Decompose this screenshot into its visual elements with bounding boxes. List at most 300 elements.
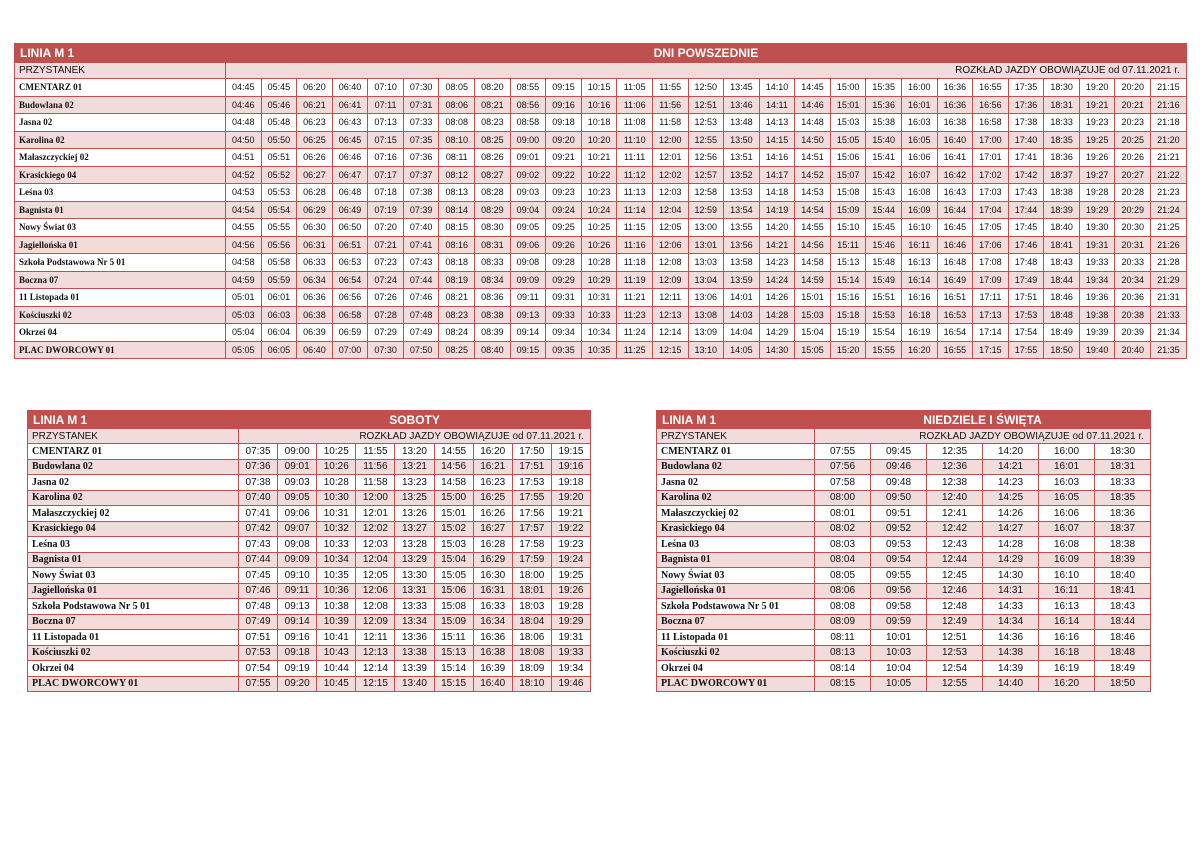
departure-time: 07:16 bbox=[368, 149, 404, 167]
table-row bbox=[28, 490, 591, 506]
departure-time: 09:10 bbox=[278, 568, 317, 584]
departure-time: 18:38 bbox=[1095, 537, 1151, 553]
stop-column-header: PRZYSTANEK bbox=[657, 429, 815, 444]
departure-time: 12:54 bbox=[927, 661, 983, 677]
departure-time: 09:11 bbox=[278, 583, 317, 599]
stop-name: PLAC DWORCOWY 01 bbox=[15, 341, 226, 359]
departure-time: 15:14 bbox=[830, 271, 866, 289]
departure-time: 09:08 bbox=[278, 537, 317, 553]
departure-time: 13:03 bbox=[688, 254, 724, 272]
departure-time: 16:55 bbox=[937, 341, 973, 359]
departure-time: 17:36 bbox=[1008, 96, 1044, 114]
departure-time: 18:33 bbox=[1044, 114, 1080, 132]
departure-time: 11:11 bbox=[617, 149, 653, 167]
departure-time: 09:51 bbox=[871, 506, 927, 522]
departure-time: 16:43 bbox=[937, 184, 973, 202]
departure-time: 16:16 bbox=[1039, 630, 1095, 646]
departure-time: 14:38 bbox=[983, 645, 1039, 661]
departure-time: 10:29 bbox=[581, 271, 617, 289]
departure-time: 16:19 bbox=[901, 324, 937, 342]
departure-time: 06:56 bbox=[332, 289, 368, 307]
departure-time: 09:04 bbox=[510, 201, 546, 219]
stop-name: CMENTARZ 01 bbox=[28, 444, 239, 460]
departure-time: 17:55 bbox=[512, 490, 551, 506]
departure-time: 04:53 bbox=[226, 184, 262, 202]
departure-time: 09:52 bbox=[871, 521, 927, 537]
departure-time: 07:53 bbox=[239, 645, 278, 661]
stop-name: Kościuszki 02 bbox=[657, 645, 815, 661]
departure-time: 13:10 bbox=[688, 341, 724, 359]
departure-time: 09:13 bbox=[278, 599, 317, 615]
departure-time: 14:40 bbox=[983, 676, 1039, 692]
stop-name: PLAC DWORCOWY 01 bbox=[28, 676, 239, 692]
departure-time: 16:48 bbox=[937, 254, 973, 272]
departure-time: 09:02 bbox=[510, 166, 546, 184]
departure-time: 11:58 bbox=[356, 475, 395, 491]
departure-time: 18:00 bbox=[512, 568, 551, 584]
departure-time: 17:03 bbox=[973, 184, 1009, 202]
departure-time: 07:39 bbox=[403, 201, 439, 219]
departure-time: 15:14 bbox=[434, 661, 473, 677]
departure-time: 06:38 bbox=[297, 306, 333, 324]
departure-time: 16:20 bbox=[473, 444, 512, 460]
departure-time: 16:38 bbox=[937, 114, 973, 132]
departure-time: 07:24 bbox=[368, 271, 404, 289]
departure-time: 18:36 bbox=[1044, 149, 1080, 167]
departure-time: 17:42 bbox=[1008, 166, 1044, 184]
valid-from-note: ROZKŁAD JAZDY OBOWIĄZUJE od 07.11.2021 r. bbox=[815, 429, 1151, 444]
departure-time: 13:53 bbox=[724, 184, 760, 202]
schedule-title: SOBOTY bbox=[239, 411, 591, 429]
departure-time: 19:16 bbox=[551, 459, 590, 475]
departure-time: 12:13 bbox=[356, 645, 395, 661]
departure-time: 14:13 bbox=[759, 114, 795, 132]
departure-time: 08:06 bbox=[815, 583, 871, 599]
departure-time: 07:55 bbox=[815, 444, 871, 460]
stop-name: Jasna 02 bbox=[15, 114, 226, 132]
departure-time: 17:56 bbox=[512, 506, 551, 522]
departure-time: 16:10 bbox=[1039, 568, 1095, 584]
departure-time: 14:05 bbox=[724, 341, 760, 359]
departure-time: 13:45 bbox=[724, 79, 760, 97]
departure-time: 09:59 bbox=[871, 614, 927, 630]
departure-time: 19:33 bbox=[1079, 254, 1115, 272]
departure-time: 18:33 bbox=[1095, 475, 1151, 491]
stop-name: Małaszczyckiej 02 bbox=[657, 506, 815, 522]
departure-time: 18:43 bbox=[1095, 599, 1151, 615]
departure-time: 18:46 bbox=[1044, 289, 1080, 307]
departure-time: 15:06 bbox=[434, 583, 473, 599]
departure-time: 21:20 bbox=[1151, 131, 1187, 149]
departure-time: 16:14 bbox=[901, 271, 937, 289]
departure-time: 06:05 bbox=[261, 341, 297, 359]
departure-time: 10:35 bbox=[317, 568, 356, 584]
departure-time: 11:25 bbox=[617, 341, 653, 359]
departure-time: 20:25 bbox=[1115, 131, 1151, 149]
table-row bbox=[15, 201, 1187, 219]
departure-time: 14:28 bbox=[983, 537, 1039, 553]
departure-time: 17:38 bbox=[1008, 114, 1044, 132]
departure-time: 10:31 bbox=[581, 289, 617, 307]
departure-time: 08:19 bbox=[439, 271, 475, 289]
stop-name: Kościuszki 02 bbox=[15, 306, 226, 324]
departure-time: 10:33 bbox=[317, 537, 356, 553]
departure-time: 18:50 bbox=[1095, 676, 1151, 692]
departure-time: 14:30 bbox=[983, 568, 1039, 584]
departure-time: 12:02 bbox=[356, 521, 395, 537]
departure-time: 09:22 bbox=[546, 166, 582, 184]
departure-time: 19:25 bbox=[551, 568, 590, 584]
departure-time: 14:03 bbox=[724, 306, 760, 324]
departure-time: 09:03 bbox=[278, 475, 317, 491]
departure-time: 17:02 bbox=[973, 166, 1009, 184]
departure-time: 18:49 bbox=[1095, 661, 1151, 677]
departure-time: 19:29 bbox=[1079, 201, 1115, 219]
sunday-header-row bbox=[657, 411, 1151, 429]
departure-time: 17:53 bbox=[1008, 306, 1044, 324]
departure-time: 14:46 bbox=[795, 96, 831, 114]
departure-time: 15:09 bbox=[830, 201, 866, 219]
departure-time: 14:26 bbox=[759, 289, 795, 307]
departure-time: 13:48 bbox=[724, 114, 760, 132]
departure-time: 09:25 bbox=[546, 219, 582, 237]
departure-time: 14:28 bbox=[759, 306, 795, 324]
departure-time: 14:17 bbox=[759, 166, 795, 184]
departure-time: 12:46 bbox=[927, 583, 983, 599]
departure-time: 21:34 bbox=[1151, 324, 1187, 342]
departure-time: 07:45 bbox=[239, 568, 278, 584]
departure-time: 15:00 bbox=[434, 490, 473, 506]
departure-time: 12:00 bbox=[356, 490, 395, 506]
departure-time: 13:38 bbox=[395, 645, 434, 661]
table-row bbox=[28, 599, 591, 615]
departure-time: 07:21 bbox=[368, 236, 404, 254]
departure-time: 16:20 bbox=[1039, 676, 1095, 692]
departure-time: 08:12 bbox=[439, 166, 475, 184]
departure-time: 07:36 bbox=[239, 459, 278, 475]
departure-time: 13:40 bbox=[395, 676, 434, 692]
departure-time: 18:10 bbox=[512, 676, 551, 692]
departure-time: 16:42 bbox=[937, 166, 973, 184]
departure-time: 05:51 bbox=[261, 149, 297, 167]
departure-time: 15:53 bbox=[866, 306, 902, 324]
departure-time: 04:50 bbox=[226, 131, 262, 149]
departure-time: 16:06 bbox=[901, 149, 937, 167]
departure-time: 14:54 bbox=[795, 201, 831, 219]
departure-time: 08:06 bbox=[439, 96, 475, 114]
departure-time: 19:39 bbox=[1079, 324, 1115, 342]
departure-time: 20:23 bbox=[1115, 114, 1151, 132]
departure-time: 17:45 bbox=[1008, 219, 1044, 237]
departure-time: 15:07 bbox=[830, 166, 866, 184]
departure-time: 11:18 bbox=[617, 254, 653, 272]
departure-time: 13:33 bbox=[395, 599, 434, 615]
departure-time: 11:55 bbox=[356, 444, 395, 460]
stop-name: 11 Listopada 01 bbox=[15, 289, 226, 307]
departure-time: 05:50 bbox=[261, 131, 297, 149]
departure-time: 17:53 bbox=[512, 475, 551, 491]
stop-name: 11 Listopada 01 bbox=[657, 630, 815, 646]
departure-time: 12:11 bbox=[356, 630, 395, 646]
departure-time: 19:25 bbox=[1079, 131, 1115, 149]
departure-time: 04:54 bbox=[226, 201, 262, 219]
departure-time: 13:04 bbox=[688, 271, 724, 289]
departure-time: 11:13 bbox=[617, 184, 653, 202]
departure-time: 14:29 bbox=[983, 552, 1039, 568]
departure-time: 10:33 bbox=[581, 306, 617, 324]
departure-time: 16:20 bbox=[901, 341, 937, 359]
stop-name: Boczna 07 bbox=[657, 614, 815, 630]
departure-time: 16:58 bbox=[973, 114, 1009, 132]
table-row bbox=[15, 131, 1187, 149]
departure-time: 10:24 bbox=[581, 201, 617, 219]
table-row bbox=[28, 614, 591, 630]
departure-time: 14:55 bbox=[795, 219, 831, 237]
departure-time: 07:41 bbox=[403, 236, 439, 254]
departure-time: 15:08 bbox=[434, 599, 473, 615]
table-row bbox=[15, 236, 1187, 254]
stop-name: Bagnista 01 bbox=[657, 552, 815, 568]
stop-name: Budowlana 02 bbox=[657, 459, 815, 475]
departure-time: 04:51 bbox=[226, 149, 262, 167]
departure-time: 16:11 bbox=[1039, 583, 1095, 599]
departure-time: 11:55 bbox=[652, 79, 688, 97]
departure-time: 12:41 bbox=[927, 506, 983, 522]
departure-time: 15:19 bbox=[830, 324, 866, 342]
departure-time: 04:55 bbox=[226, 219, 262, 237]
departure-time: 16:31 bbox=[473, 583, 512, 599]
stop-name: Jagiellońska 01 bbox=[15, 236, 226, 254]
departure-time: 12:01 bbox=[652, 149, 688, 167]
table-row bbox=[15, 254, 1187, 272]
departure-time: 20:39 bbox=[1115, 324, 1151, 342]
departure-time: 16:36 bbox=[937, 96, 973, 114]
departure-time: 10:31 bbox=[317, 506, 356, 522]
departure-time: 07:48 bbox=[239, 599, 278, 615]
departure-time: 11:21 bbox=[617, 289, 653, 307]
departure-time: 16:39 bbox=[473, 661, 512, 677]
departure-time: 16:05 bbox=[901, 131, 937, 149]
departure-time: 17:49 bbox=[1008, 271, 1044, 289]
departure-time: 09:48 bbox=[871, 475, 927, 491]
departure-time: 04:45 bbox=[226, 79, 262, 97]
departure-time: 05:56 bbox=[261, 236, 297, 254]
departure-time: 10:25 bbox=[581, 219, 617, 237]
departure-time: 20:27 bbox=[1115, 166, 1151, 184]
departure-time: 09:31 bbox=[546, 289, 582, 307]
departure-time: 07:38 bbox=[239, 475, 278, 491]
departure-time: 18:48 bbox=[1095, 645, 1151, 661]
departure-time: 15:03 bbox=[830, 114, 866, 132]
departure-time: 09:11 bbox=[510, 289, 546, 307]
departure-time: 16:55 bbox=[973, 79, 1009, 97]
departure-time: 10:03 bbox=[871, 645, 927, 661]
departure-time: 12:08 bbox=[652, 254, 688, 272]
stop-name: Okrzei 04 bbox=[28, 661, 239, 677]
departure-time: 14:59 bbox=[795, 271, 831, 289]
table-row bbox=[657, 444, 1151, 460]
departure-time: 19:15 bbox=[551, 444, 590, 460]
departure-time: 16:54 bbox=[937, 324, 973, 342]
departure-time: 09:01 bbox=[278, 459, 317, 475]
departure-time: 08:24 bbox=[439, 324, 475, 342]
departure-time: 19:26 bbox=[1079, 149, 1115, 167]
departure-time: 13:28 bbox=[395, 537, 434, 553]
departure-time: 14:31 bbox=[983, 583, 1039, 599]
departure-time: 08:11 bbox=[439, 149, 475, 167]
departure-time: 06:23 bbox=[297, 114, 333, 132]
departure-time: 09:01 bbox=[510, 149, 546, 167]
departure-time: 16:34 bbox=[473, 614, 512, 630]
departure-time: 09:53 bbox=[871, 537, 927, 553]
departure-time: 05:48 bbox=[261, 114, 297, 132]
departure-time: 08:23 bbox=[439, 306, 475, 324]
departure-time: 20:26 bbox=[1115, 149, 1151, 167]
departure-time: 13:58 bbox=[724, 254, 760, 272]
departure-time: 15:01 bbox=[830, 96, 866, 114]
departure-time: 20:28 bbox=[1115, 184, 1151, 202]
departure-time: 09:35 bbox=[546, 341, 582, 359]
valid-from-note: ROZKŁAD JAZDY OBOWIĄZUJE od 07.11.2021 r. bbox=[226, 63, 1187, 79]
departure-time: 18:40 bbox=[1044, 219, 1080, 237]
departure-time: 19:20 bbox=[1079, 79, 1115, 97]
departure-time: 13:54 bbox=[724, 201, 760, 219]
table-row bbox=[28, 583, 591, 599]
departure-time: 15:02 bbox=[434, 521, 473, 537]
departure-time: 16:26 bbox=[473, 506, 512, 522]
departure-time: 15:11 bbox=[830, 236, 866, 254]
departure-time: 13:31 bbox=[395, 583, 434, 599]
departure-time: 07:46 bbox=[239, 583, 278, 599]
departure-time: 11:12 bbox=[617, 166, 653, 184]
departure-time: 10:20 bbox=[581, 131, 617, 149]
departure-time: 17:46 bbox=[1008, 236, 1044, 254]
line-name: LINIA M 1 bbox=[657, 411, 815, 429]
stop-name: Karolina 02 bbox=[657, 490, 815, 506]
stop-name: Budowlana 02 bbox=[28, 459, 239, 475]
departure-time: 15:36 bbox=[866, 96, 902, 114]
departure-time: 19:40 bbox=[1079, 341, 1115, 359]
departure-time: 09:06 bbox=[510, 236, 546, 254]
departure-time: 10:28 bbox=[581, 254, 617, 272]
departure-time: 15:05 bbox=[434, 568, 473, 584]
saturday-subheader-row bbox=[28, 429, 591, 444]
departure-time: 16:40 bbox=[473, 676, 512, 692]
departure-time: 13:55 bbox=[724, 219, 760, 237]
departure-time: 06:47 bbox=[332, 166, 368, 184]
departure-time: 12:58 bbox=[688, 184, 724, 202]
departure-time: 08:13 bbox=[439, 184, 475, 202]
departure-time: 09:08 bbox=[510, 254, 546, 272]
table-row bbox=[28, 506, 591, 522]
departure-time: 09:58 bbox=[871, 599, 927, 615]
departure-time: 06:53 bbox=[332, 254, 368, 272]
departure-time: 21:21 bbox=[1151, 149, 1187, 167]
departure-time: 12:59 bbox=[688, 201, 724, 219]
departure-time: 14:21 bbox=[759, 236, 795, 254]
saturday-timetable bbox=[27, 410, 591, 692]
departure-time: 06:29 bbox=[297, 201, 333, 219]
departure-time: 15:10 bbox=[830, 219, 866, 237]
departure-time: 12:36 bbox=[927, 459, 983, 475]
departure-time: 12:04 bbox=[652, 201, 688, 219]
table-row bbox=[28, 661, 591, 677]
departure-time: 07:49 bbox=[403, 324, 439, 342]
departure-time: 08:01 bbox=[815, 506, 871, 522]
departure-time: 14:48 bbox=[795, 114, 831, 132]
departure-time: 06:59 bbox=[332, 324, 368, 342]
departure-time: 18:48 bbox=[1044, 306, 1080, 324]
departure-time: 16:33 bbox=[473, 599, 512, 615]
departure-time: 21:18 bbox=[1151, 114, 1187, 132]
stop-name: Nowy Świat 03 bbox=[657, 568, 815, 584]
departure-time: 08:31 bbox=[475, 236, 511, 254]
table-row bbox=[28, 521, 591, 537]
departure-time: 09:13 bbox=[510, 306, 546, 324]
departure-time: 11:19 bbox=[617, 271, 653, 289]
departure-time: 21:35 bbox=[1151, 341, 1187, 359]
departure-time: 12:38 bbox=[927, 475, 983, 491]
departure-time: 19:34 bbox=[1079, 271, 1115, 289]
departure-time: 18:31 bbox=[1095, 459, 1151, 475]
departure-time: 07:55 bbox=[239, 676, 278, 692]
table-row bbox=[657, 645, 1151, 661]
departure-time: 10:45 bbox=[317, 676, 356, 692]
departure-time: 20:30 bbox=[1115, 219, 1151, 237]
departure-time: 09:23 bbox=[546, 184, 582, 202]
departure-time: 13:56 bbox=[724, 236, 760, 254]
departure-time: 17:57 bbox=[512, 521, 551, 537]
departure-time: 10:30 bbox=[317, 490, 356, 506]
departure-time: 15:01 bbox=[434, 506, 473, 522]
departure-time: 12:00 bbox=[652, 131, 688, 149]
departure-time: 13:01 bbox=[688, 236, 724, 254]
stop-name: Bagnista 01 bbox=[15, 201, 226, 219]
departure-time: 06:54 bbox=[332, 271, 368, 289]
departure-time: 18:44 bbox=[1095, 614, 1151, 630]
departure-time: 05:45 bbox=[261, 79, 297, 97]
departure-time: 16:03 bbox=[901, 114, 937, 132]
departure-time: 12:03 bbox=[652, 184, 688, 202]
departure-time: 04:52 bbox=[226, 166, 262, 184]
departure-time: 06:34 bbox=[297, 271, 333, 289]
departure-time: 19:26 bbox=[551, 583, 590, 599]
departure-time: 08:03 bbox=[815, 537, 871, 553]
departure-time: 14:23 bbox=[983, 475, 1039, 491]
departure-time: 18:36 bbox=[1095, 506, 1151, 522]
table-row bbox=[15, 184, 1187, 202]
departure-time: 14:36 bbox=[983, 630, 1039, 646]
departure-time: 20:38 bbox=[1115, 306, 1151, 324]
departure-time: 08:21 bbox=[475, 96, 511, 114]
departure-time: 18:49 bbox=[1044, 324, 1080, 342]
departure-time: 06:25 bbox=[297, 131, 333, 149]
stop-name: Budowlana 02 bbox=[15, 96, 226, 114]
departure-time: 17:41 bbox=[1008, 149, 1044, 167]
table-row bbox=[657, 568, 1151, 584]
departure-time: 12:09 bbox=[356, 614, 395, 630]
departure-time: 10:05 bbox=[871, 676, 927, 692]
sunday-timetable-body bbox=[657, 411, 1151, 692]
table-row bbox=[28, 630, 591, 646]
departure-time: 07:50 bbox=[403, 341, 439, 359]
departure-time: 12:15 bbox=[652, 341, 688, 359]
departure-time: 17:13 bbox=[973, 306, 1009, 324]
departure-time: 20:34 bbox=[1115, 271, 1151, 289]
departure-time: 09:15 bbox=[510, 341, 546, 359]
departure-time: 13:29 bbox=[395, 552, 434, 568]
departure-time: 09:09 bbox=[510, 271, 546, 289]
